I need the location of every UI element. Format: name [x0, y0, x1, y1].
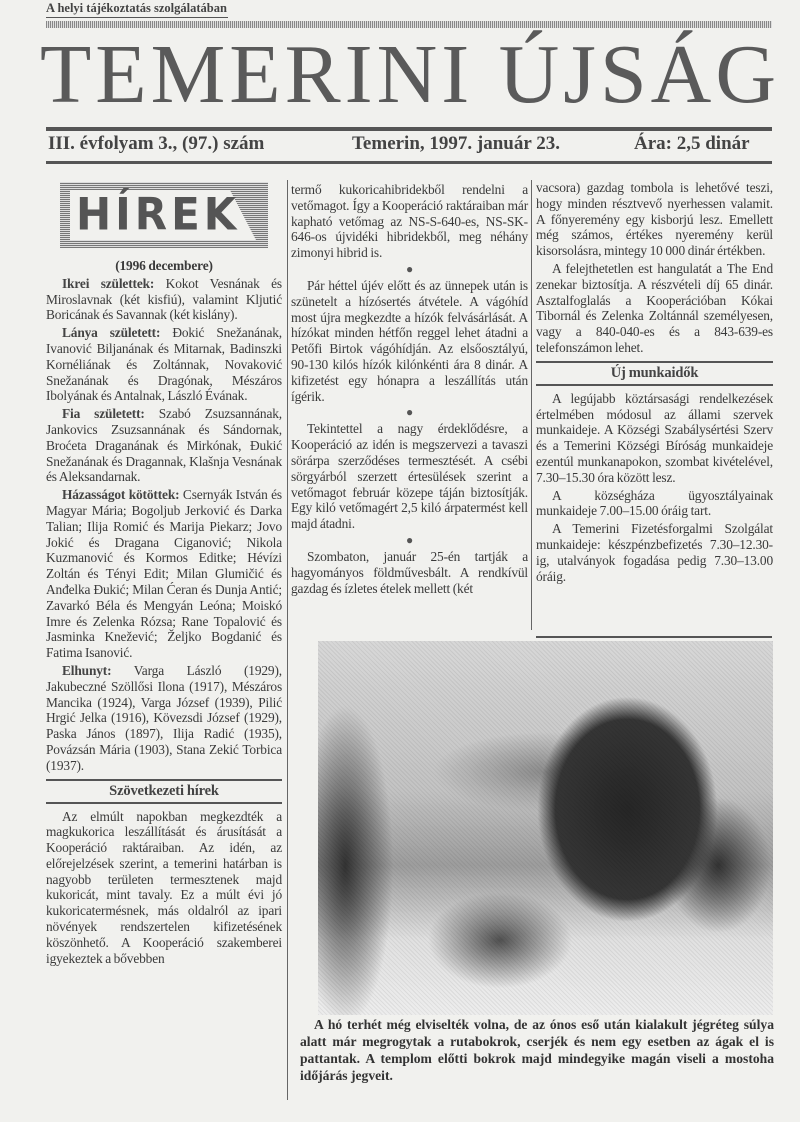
article-paragraph: A legújabb köztársasági rendelkezések értelmében módosul az állami szervek munkaideje. A Községi Szabálysértési Szerv és a Temerini Községi Bíróság munkaideje ezentúl munkanapokon, szombat kivételével, 7.30–15.30 óra között lesz.	[536, 390, 773, 485]
snow-covered-bushes-photo	[318, 641, 773, 1015]
column-1	[46, 174, 282, 968]
article-paragraph: termő kukoricahibridekből rendelni a vetőmagot. Így a Kooperáció raktáraiban már kapható vetőmag az NS-S-640-es, NS-SK-646-os újvidéki hibridekből, meg néhány zimonyi hibrid is.	[291, 182, 528, 261]
divider	[46, 17, 228, 18]
photo-caption: A hó terhét még elviselték volna, de az ónos eső után kialakult jégréteg súlya alatt már megrogytak a rutabokrok, cserjék és nem egy esetben az ágak el is pattantak. A templom előtti bokrok majd mindegyike magán viseli a mostoha időjárás jegveit.	[300, 1017, 774, 1083]
masthead: TEMERINI ÚJSÁG	[40, 28, 780, 121]
section-heading: Szövetkezeti hírek	[46, 779, 282, 804]
bullet-separator: ●	[405, 405, 414, 420]
article-paragraph: A Temerini Fizetésforgalmi Szolgálat munkaideje: készpénzbefizetés 7.30–12.30-ig, utalványok fogadása pedig 7.30–13.00 óráig.	[536, 521, 773, 584]
article-paragraph: A községháza ügyosztályainak munkaideje 7.00–15.00 óráig tart.	[536, 487, 773, 519]
news-item: Házasságot kötöttek: Csernyák István és Magyar Mária; Bogoljub Jerković és Darka Talian; Ilija Romić és Marija Piekarz; Jovo Jokić és Dragana Ciganović; Nikola Kuzmanović és Kormos Editke; Hévízi Zoltán és Tényi Edit; Milan Glumičić és Anđelka Đukić; Milan Ćeran és Dunja Antić; Zavarkó Béla és Mengyán Leóna; Moiskó Imre és Zelenka Rózsa; Rane Topalović és Jasminka Knežević; Željko Bogdanić és Fatima Isanović.	[46, 487, 282, 661]
price: Ára: 2,5 dinár	[634, 133, 750, 154]
news-item: Elhunyt: Varga László (1929), Jakubeczné Szöllősi Ilona (1917), Mészáros Mancika (1924), Varga József (1939), Pilić Hrgić Jelka (1916), Kövezsdi József (1929), Paska János (1897), Ilija Radić (1935), Povázsán Mária (1903), Stana Zekić Torbica (1937).	[46, 662, 282, 773]
article-paragraph: A felejthetetlen est hangulatát a The End zenekar biztosítja. A részvételi díj 65 dinár. Asztalfoglalás a Kooperációban Kókai Tibornál és Zelenka Zoltánnál személyesen, vagy a 840-040-es és a 843-639-es telefonszámon lehet.	[536, 260, 773, 355]
section-heading: Új munkaidők	[536, 361, 773, 386]
article-paragraph: vacsora) gazdag tombola is lehetővé teszi, hogy minden résztvevő nyerhessen valamit. A főnyeremény egy kisborjú lesz. Emellett még számos, értékes nyeremény kerül kisorsolásra, mintegy 10 000 dinár értékben.	[536, 180, 773, 259]
article-paragraph: Szombaton, január 25-én tartják a hagyományos földművesbált. A rendkívül gazdag és ízletes ételek mellett (két	[291, 548, 528, 596]
period-heading: (1996 decembere)	[115, 258, 213, 273]
issue-number: III. évfolyam 3., (97.) szám	[48, 133, 265, 154]
news-item: Fia született: Szabó Zsuzsannának, Jankovics Zsuzsannának és Sándornak, Broćeta Draganának és Mirkónak, Đukić Snežanának és Dragannak, Klašnja Vesnának és Aleksandarnak.	[46, 406, 282, 485]
divider	[536, 636, 772, 638]
bullet-separator: ●	[405, 532, 414, 547]
divider	[46, 161, 772, 164]
news-item: Ikrei születtek: Kokot Vesnának és Miroslavnak (két kisfiú), valamint Kljutić Boricának és Savannak (két kislány).	[46, 275, 282, 323]
tagline: A helyi tájékoztatás szolgálatában	[46, 1, 227, 15]
divider	[46, 127, 772, 131]
column-2	[291, 182, 528, 598]
hirek-logo: HÍREK	[60, 182, 268, 248]
article-paragraph: Az elmúlt napokban megkezdték a magkukorica leszállítását és árusítását a Kooperáció raktáraiban. Az idén, az előrejelzések szerint, a temerini határban is nagyobb területen termesztenek majd kukoricát, mint tavaly. Ez a múlt évi jó kukoricatermésnek, más oldalról az ipari növények rendszertelen kifizetésének köszönhető. A Kooperáció szakemberei igyekeztek a bővebben	[46, 808, 282, 966]
divider	[46, 21, 772, 28]
article-paragraph: Pár héttel újév előtt és az ünnepek után is szünetelt a hízósertés átvétele. A vágóhíd most újra megkezdte a hízók felvásárlását. A hízókat minden hétfőn reggel lehet átadni a Petőfi Birtok vágóhídján. Az elsőosztályú, 90-130 kilós hízók kilónkénti ára 8 dinár. A kifizetést egy hónapra a leszállítás után ígérik.	[291, 277, 528, 404]
column-divider	[287, 180, 288, 1100]
bullet-separator: ●	[405, 261, 414, 276]
column-divider	[531, 180, 532, 630]
news-item: Lánya született: Đokić Snežanának, Ivanović Biljanának és Mitarnak, Badinszki Kornéliának és Zoltánnak, Novaković Snežanának és Dragónak, Mészáros Ibolyának és Antalnak, László Évának.	[46, 325, 282, 404]
dateline: Temerin, 1997. január 23.	[352, 133, 560, 154]
article-paragraph: Tekintettel a nagy érdeklődésre, a Kooperáció az idén is megszervezi a tavaszi sörárpa szerződéses termesztését. A csébi sörgyárból szerzett értesülések szerint a vetőmagot február közepe táján biztosítják. Egy kiló vetőmagért 2,5 kiló árpatermést kell majd átadni.	[291, 421, 528, 532]
column-3	[536, 180, 773, 586]
